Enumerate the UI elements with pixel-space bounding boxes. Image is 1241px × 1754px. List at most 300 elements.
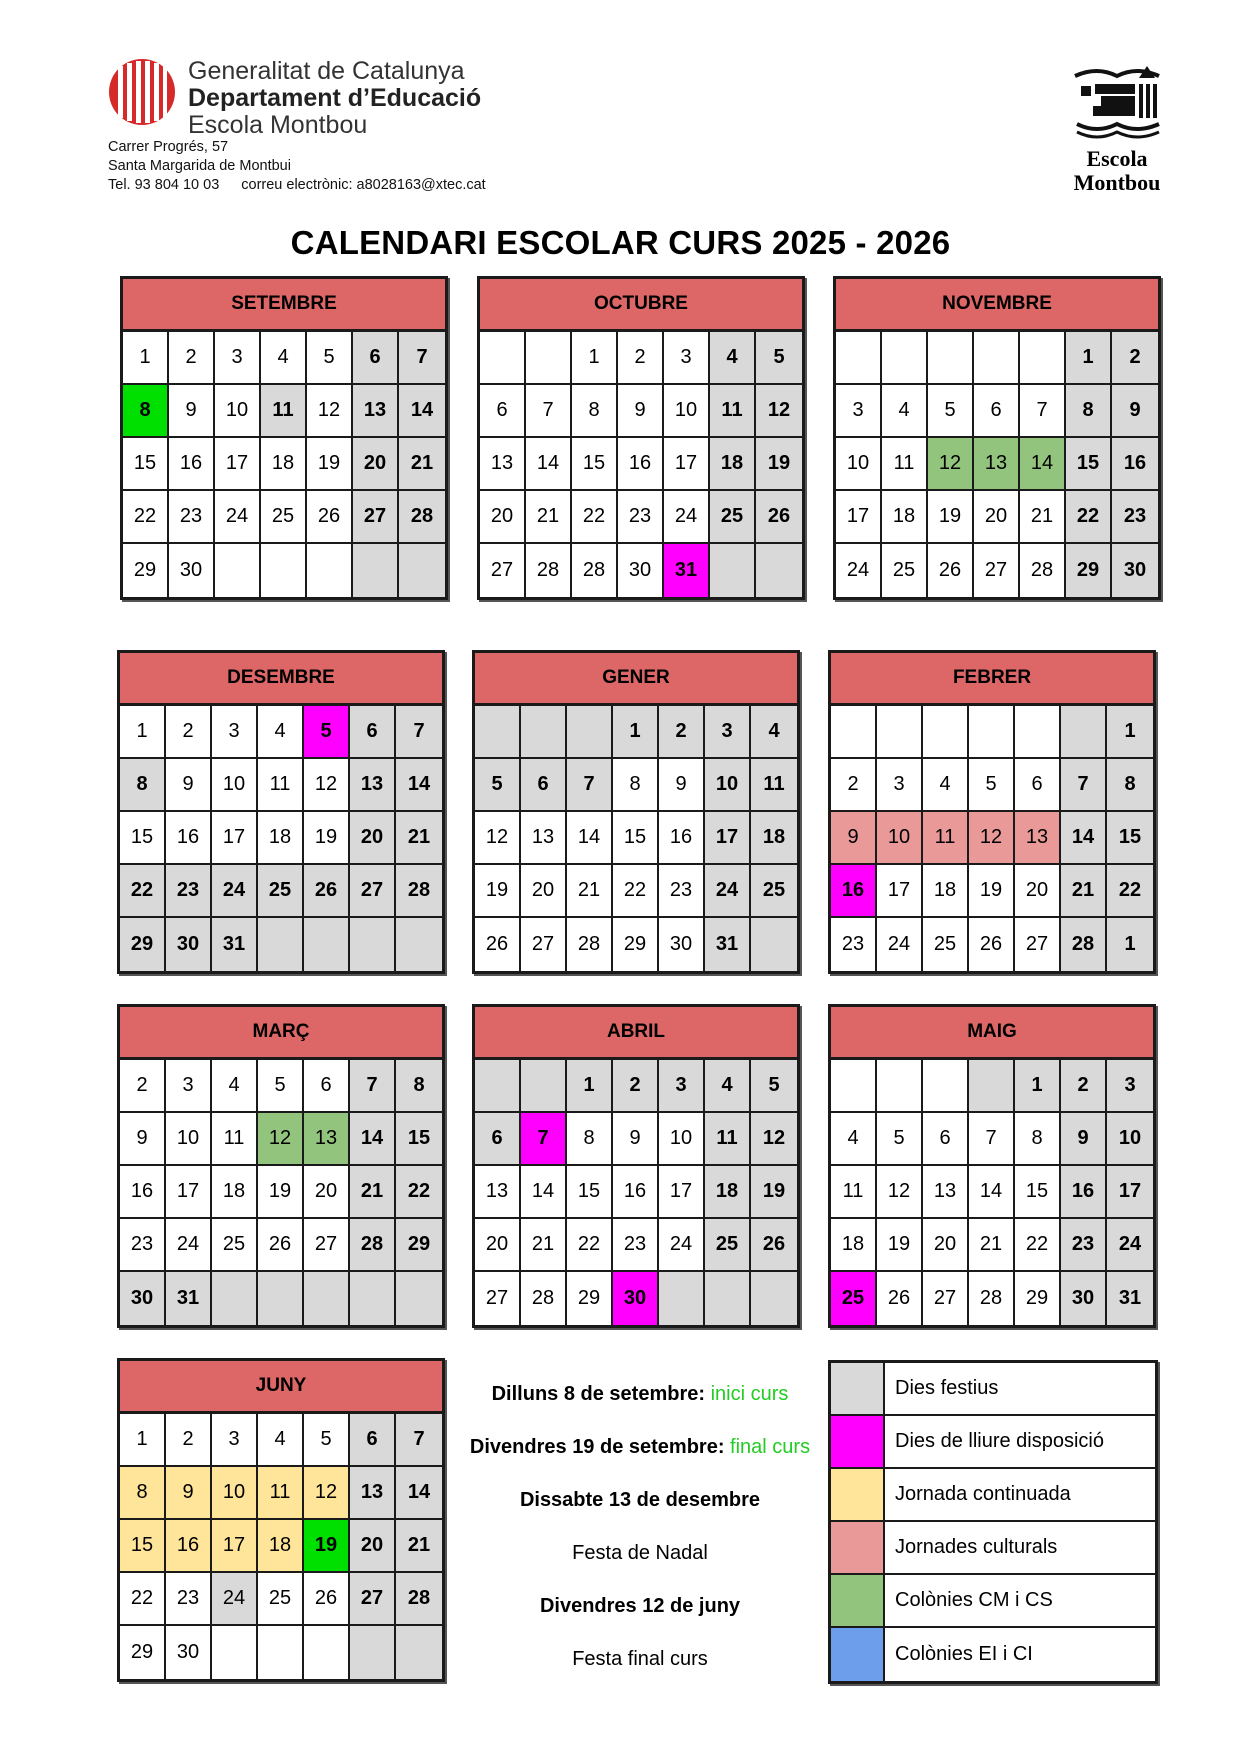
day-cell: 11 — [261, 385, 307, 438]
day-cell: 25 — [258, 865, 304, 918]
org-line-2: Departament d’Educació — [188, 84, 482, 112]
legend — [828, 1360, 1158, 1684]
day-cell: 23 — [166, 865, 212, 918]
day-cell: 27 — [974, 544, 1020, 597]
day-cell — [923, 706, 969, 759]
day-cell: 20 — [1015, 865, 1061, 918]
day-cell: 26 — [928, 544, 974, 597]
day-cell: 26 — [751, 1219, 797, 1272]
day-cell — [1061, 706, 1107, 759]
day-cell: 7 — [969, 1113, 1015, 1166]
day-cell — [1020, 332, 1066, 385]
day-cell: 3 — [1107, 1060, 1153, 1113]
day-cell: 25 — [258, 1573, 304, 1626]
day-cell: 12 — [304, 1467, 350, 1520]
day-cell: 11 — [923, 812, 969, 865]
day-cell: 16 — [1061, 1166, 1107, 1219]
day-cell: 23 — [613, 1219, 659, 1272]
day-cell: 28 — [350, 1219, 396, 1272]
day-cell: 11 — [882, 438, 928, 491]
day-cell: 23 — [618, 491, 664, 544]
day-cell: 7 — [396, 1414, 442, 1467]
day-cell: 3 — [705, 706, 751, 759]
legend-label: Dies festius — [895, 1377, 999, 1399]
legend-label: Colònies CM i CS — [895, 1589, 1053, 1611]
day-cell — [396, 1272, 442, 1325]
day-cell: 7 — [399, 332, 445, 385]
day-cell: 19 — [877, 1219, 923, 1272]
day-cell: 13 — [304, 1113, 350, 1166]
day-cell: 14 — [567, 812, 613, 865]
legend-label: Jornades culturals — [895, 1536, 1058, 1558]
note-final: Divendres 19 de setembre: final curs — [469, 1436, 811, 1458]
day-cell: 4 — [212, 1060, 258, 1113]
day-cell: 24 — [664, 491, 710, 544]
day-cell — [923, 1060, 969, 1113]
day-cell: 17 — [1107, 1166, 1153, 1219]
day-cell: 18 — [705, 1166, 751, 1219]
month-calendar — [472, 1004, 800, 1328]
day-cell — [353, 544, 399, 597]
day-cell — [521, 1060, 567, 1113]
day-grid — [120, 706, 442, 971]
day-cell: 17 — [212, 812, 258, 865]
day-cell: 8 — [567, 1113, 613, 1166]
day-cell: 1 — [613, 706, 659, 759]
day-cell: 22 — [572, 491, 618, 544]
day-cell: 13 — [923, 1166, 969, 1219]
day-cell: 26 — [969, 918, 1015, 971]
org-line-3: Escola Montbou — [188, 111, 368, 139]
note-inici: Dilluns 8 de setembre: inici curs — [491, 1383, 789, 1405]
day-cell: 19 — [756, 438, 802, 491]
day-cell: 28 — [572, 544, 618, 597]
day-cell: 1 — [1107, 706, 1153, 759]
day-cell: 20 — [304, 1166, 350, 1219]
day-grid — [836, 332, 1158, 597]
day-cell: 22 — [120, 1573, 166, 1626]
legend-swatch — [831, 1522, 885, 1573]
day-cell: 12 — [258, 1113, 304, 1166]
day-cell: 23 — [120, 1219, 166, 1272]
day-cell: 20 — [521, 865, 567, 918]
day-cell: 9 — [166, 1467, 212, 1520]
day-cell: 6 — [353, 332, 399, 385]
day-cell: 17 — [836, 491, 882, 544]
day-grid — [831, 1060, 1153, 1325]
day-cell: 9 — [831, 812, 877, 865]
day-cell: 21 — [396, 812, 442, 865]
phone: Tel. 93 804 10 03 — [108, 177, 220, 193]
day-cell: 26 — [258, 1219, 304, 1272]
day-cell: 12 — [928, 438, 974, 491]
day-cell: 29 — [1015, 1272, 1061, 1325]
day-cell: 6 — [480, 385, 526, 438]
day-cell: 11 — [710, 385, 756, 438]
day-cell — [831, 1060, 877, 1113]
day-cell: 2 — [1112, 332, 1158, 385]
day-cell: 14 — [526, 438, 572, 491]
day-cell — [350, 1272, 396, 1325]
day-cell: 30 — [166, 1626, 212, 1679]
day-cell: 12 — [475, 812, 521, 865]
day-cell — [928, 332, 974, 385]
day-cell: 13 — [350, 1467, 396, 1520]
day-cell: 21 — [1061, 865, 1107, 918]
day-cell: 10 — [212, 1467, 258, 1520]
day-cell — [969, 706, 1015, 759]
day-cell: 29 — [120, 918, 166, 971]
month-header: JUNY — [120, 1361, 442, 1414]
day-cell — [1015, 706, 1061, 759]
day-cell: 18 — [751, 812, 797, 865]
day-cell — [877, 706, 923, 759]
day-cell: 17 — [664, 438, 710, 491]
day-cell: 12 — [877, 1166, 923, 1219]
day-cell: 3 — [215, 332, 261, 385]
day-cell: 3 — [877, 759, 923, 812]
day-cell: 31 — [1107, 1272, 1153, 1325]
day-cell: 2 — [659, 706, 705, 759]
day-cell: 20 — [923, 1219, 969, 1272]
day-cell: 19 — [304, 1520, 350, 1573]
day-grid — [120, 1060, 442, 1325]
day-cell: 31 — [166, 1272, 212, 1325]
day-grid — [480, 332, 802, 597]
day-cell: 15 — [567, 1166, 613, 1219]
address-block — [108, 138, 486, 195]
day-cell: 7 — [567, 759, 613, 812]
day-cell: 13 — [974, 438, 1020, 491]
day-cell: 16 — [618, 438, 664, 491]
generalitat-logo-icon — [108, 58, 176, 126]
month-header: ABRIL — [475, 1007, 797, 1060]
day-cell: 5 — [475, 759, 521, 812]
month-header: MARÇ — [120, 1007, 442, 1060]
day-cell: 17 — [212, 1520, 258, 1573]
day-cell: 3 — [659, 1060, 705, 1113]
day-cell: 3 — [212, 1414, 258, 1467]
day-cell: 14 — [399, 385, 445, 438]
day-cell: 7 — [350, 1060, 396, 1113]
day-cell — [521, 706, 567, 759]
day-cell: 20 — [475, 1219, 521, 1272]
day-cell: 16 — [831, 865, 877, 918]
legend-label: Dies de lliure disposició — [895, 1430, 1104, 1452]
day-cell: 7 — [526, 385, 572, 438]
day-cell: 13 — [1015, 812, 1061, 865]
day-cell: 15 — [120, 812, 166, 865]
day-cell: 1 — [1015, 1060, 1061, 1113]
day-cell: 18 — [258, 1520, 304, 1573]
day-cell: 30 — [169, 544, 215, 597]
day-cell: 11 — [258, 1467, 304, 1520]
day-cell: 12 — [307, 385, 353, 438]
day-cell: 8 — [123, 385, 169, 438]
day-cell: 16 — [659, 812, 705, 865]
day-cell: 22 — [1015, 1219, 1061, 1272]
day-cell: 6 — [475, 1113, 521, 1166]
email: correu electrònic: a8028163@xtec.cat — [241, 177, 486, 193]
day-cell — [396, 1626, 442, 1679]
day-cell: 10 — [659, 1113, 705, 1166]
day-cell: 10 — [664, 385, 710, 438]
day-cell: 19 — [928, 491, 974, 544]
day-cell: 25 — [705, 1219, 751, 1272]
day-cell — [475, 1060, 521, 1113]
day-cell: 14 — [396, 1467, 442, 1520]
day-cell: 25 — [261, 491, 307, 544]
day-cell: 30 — [1112, 544, 1158, 597]
day-cell: 8 — [396, 1060, 442, 1113]
day-cell: 17 — [166, 1166, 212, 1219]
legend-row — [831, 1416, 1155, 1469]
day-cell — [258, 918, 304, 971]
day-cell: 15 — [396, 1113, 442, 1166]
day-cell: 30 — [166, 918, 212, 971]
day-cell: 15 — [572, 438, 618, 491]
day-cell: 14 — [521, 1166, 567, 1219]
day-cell: 22 — [1066, 491, 1112, 544]
day-grid — [123, 332, 445, 597]
day-cell: 30 — [659, 918, 705, 971]
day-cell: 10 — [1107, 1113, 1153, 1166]
day-cell: 19 — [307, 438, 353, 491]
day-grid — [475, 1060, 797, 1325]
day-cell: 6 — [974, 385, 1020, 438]
school-logo — [1062, 62, 1172, 194]
day-cell: 8 — [613, 759, 659, 812]
day-cell: 2 — [618, 332, 664, 385]
day-cell: 28 — [526, 544, 572, 597]
day-cell: 12 — [751, 1113, 797, 1166]
day-cell: 8 — [1066, 385, 1112, 438]
day-cell: 19 — [258, 1166, 304, 1219]
day-cell — [307, 544, 353, 597]
day-grid — [120, 1414, 442, 1679]
day-cell: 4 — [710, 332, 756, 385]
month-header: MAIG — [831, 1007, 1153, 1060]
day-cell: 22 — [396, 1166, 442, 1219]
day-cell: 21 — [399, 438, 445, 491]
day-cell: 12 — [969, 812, 1015, 865]
day-cell: 22 — [123, 491, 169, 544]
day-cell: 6 — [350, 1414, 396, 1467]
day-cell — [836, 332, 882, 385]
day-cell: 7 — [396, 706, 442, 759]
day-cell — [969, 1060, 1015, 1113]
day-cell: 21 — [396, 1520, 442, 1573]
day-cell: 24 — [166, 1219, 212, 1272]
day-cell: 3 — [166, 1060, 212, 1113]
day-grid — [475, 706, 797, 971]
day-cell: 27 — [480, 544, 526, 597]
day-cell: 10 — [212, 759, 258, 812]
month-header: OCTUBRE — [480, 279, 802, 332]
day-cell: 3 — [664, 332, 710, 385]
day-cell: 8 — [1015, 1113, 1061, 1166]
day-cell: 9 — [120, 1113, 166, 1166]
day-cell: 8 — [1107, 759, 1153, 812]
day-grid — [831, 706, 1153, 971]
day-cell: 29 — [567, 1272, 613, 1325]
day-cell: 27 — [1015, 918, 1061, 971]
legend-row — [831, 1628, 1155, 1681]
day-cell: 5 — [751, 1060, 797, 1113]
day-cell — [212, 1272, 258, 1325]
day-cell: 22 — [613, 865, 659, 918]
day-cell: 24 — [1107, 1219, 1153, 1272]
day-cell: 19 — [475, 865, 521, 918]
day-cell — [567, 706, 613, 759]
month-header: SETEMBRE — [123, 279, 445, 332]
day-cell: 5 — [928, 385, 974, 438]
day-cell: 25 — [923, 918, 969, 971]
month-calendar — [828, 650, 1156, 974]
day-cell: 25 — [751, 865, 797, 918]
day-cell: 4 — [258, 706, 304, 759]
day-cell: 6 — [1015, 759, 1061, 812]
day-cell: 6 — [923, 1113, 969, 1166]
day-cell: 27 — [350, 865, 396, 918]
day-cell: 11 — [258, 759, 304, 812]
day-cell: 5 — [307, 332, 353, 385]
day-cell — [304, 918, 350, 971]
day-cell — [258, 1272, 304, 1325]
day-cell: 28 — [567, 918, 613, 971]
day-cell: 26 — [307, 491, 353, 544]
day-cell: 16 — [166, 1520, 212, 1573]
day-cell: 14 — [396, 759, 442, 812]
day-cell: 27 — [350, 1573, 396, 1626]
day-cell: 29 — [613, 918, 659, 971]
day-cell: 5 — [258, 1060, 304, 1113]
day-cell: 9 — [659, 759, 705, 812]
day-cell — [705, 1272, 751, 1325]
day-cell: 16 — [613, 1166, 659, 1219]
day-cell: 22 — [1107, 865, 1153, 918]
day-cell: 10 — [836, 438, 882, 491]
day-cell: 26 — [304, 1573, 350, 1626]
day-cell: 20 — [350, 1520, 396, 1573]
day-cell: 9 — [166, 759, 212, 812]
day-cell: 28 — [521, 1272, 567, 1325]
note-divendres: Divendres 12 de juny — [539, 1595, 741, 1617]
day-cell: 5 — [969, 759, 1015, 812]
legend-label: Jornada continuada — [895, 1483, 1071, 1505]
day-cell: 16 — [120, 1166, 166, 1219]
month-calendar — [833, 276, 1161, 600]
day-cell: 13 — [480, 438, 526, 491]
page-title: CALENDARI ESCOLAR CURS 2025 - 2026 — [290, 224, 951, 261]
day-cell: 9 — [613, 1113, 659, 1166]
day-cell: 10 — [166, 1113, 212, 1166]
legend-row — [831, 1522, 1155, 1575]
day-cell: 29 — [1066, 544, 1112, 597]
day-cell: 14 — [1020, 438, 1066, 491]
day-cell: 17 — [705, 812, 751, 865]
day-cell: 22 — [567, 1219, 613, 1272]
day-cell: 18 — [710, 438, 756, 491]
day-cell: 2 — [120, 1060, 166, 1113]
day-cell: 20 — [350, 812, 396, 865]
day-cell: 9 — [1112, 385, 1158, 438]
month-calendar — [472, 650, 800, 974]
day-cell: 13 — [353, 385, 399, 438]
day-cell: 1 — [567, 1060, 613, 1113]
month-calendar — [828, 1004, 1156, 1328]
day-cell: 21 — [1020, 491, 1066, 544]
day-cell: 11 — [212, 1113, 258, 1166]
day-cell — [350, 918, 396, 971]
day-cell: 26 — [304, 865, 350, 918]
month-calendar — [117, 1358, 445, 1682]
note-dissabte: Dissabte 13 de desembre — [519, 1489, 761, 1511]
day-cell: 28 — [969, 1272, 1015, 1325]
day-cell: 18 — [261, 438, 307, 491]
day-cell: 23 — [831, 918, 877, 971]
day-cell: 17 — [659, 1166, 705, 1219]
day-cell: 4 — [258, 1414, 304, 1467]
day-cell: 7 — [1061, 759, 1107, 812]
org-line-1: Generalitat de Catalunya — [188, 57, 465, 85]
day-cell: 19 — [304, 812, 350, 865]
month-calendar — [117, 650, 445, 974]
day-cell: 15 — [120, 1520, 166, 1573]
day-cell — [396, 918, 442, 971]
day-cell: 26 — [877, 1272, 923, 1325]
day-cell — [304, 1272, 350, 1325]
school-logo-line-2: Montbou — [1073, 170, 1161, 195]
day-cell: 23 — [1112, 491, 1158, 544]
day-cell: 30 — [613, 1272, 659, 1325]
day-cell: 25 — [212, 1219, 258, 1272]
day-cell — [756, 544, 802, 597]
day-cell: 27 — [353, 491, 399, 544]
day-cell — [974, 332, 1020, 385]
day-cell — [215, 544, 261, 597]
day-cell: 21 — [521, 1219, 567, 1272]
day-cell: 11 — [751, 759, 797, 812]
month-calendar — [477, 276, 805, 600]
day-cell: 29 — [123, 544, 169, 597]
day-cell: 15 — [1015, 1166, 1061, 1219]
day-cell: 29 — [396, 1219, 442, 1272]
legend-swatch — [831, 1416, 885, 1467]
day-cell: 9 — [169, 385, 215, 438]
day-cell: 13 — [350, 759, 396, 812]
day-cell: 1 — [1066, 332, 1112, 385]
day-cell: 24 — [212, 865, 258, 918]
day-cell — [261, 544, 307, 597]
key-dates — [460, 1368, 820, 1686]
day-cell: 14 — [1061, 812, 1107, 865]
legend-row — [831, 1363, 1155, 1416]
day-cell: 25 — [882, 544, 928, 597]
day-cell: 16 — [166, 812, 212, 865]
day-cell: 10 — [215, 385, 261, 438]
month-header: FEBRER — [831, 653, 1153, 706]
day-cell: 20 — [353, 438, 399, 491]
day-cell: 5 — [304, 706, 350, 759]
day-cell: 23 — [169, 491, 215, 544]
day-cell: 11 — [831, 1166, 877, 1219]
day-cell — [399, 544, 445, 597]
day-cell: 27 — [475, 1272, 521, 1325]
day-cell: 5 — [877, 1113, 923, 1166]
day-cell: 1 — [1107, 918, 1153, 971]
address-line-2: Santa Margarida de Montbui — [108, 158, 291, 174]
